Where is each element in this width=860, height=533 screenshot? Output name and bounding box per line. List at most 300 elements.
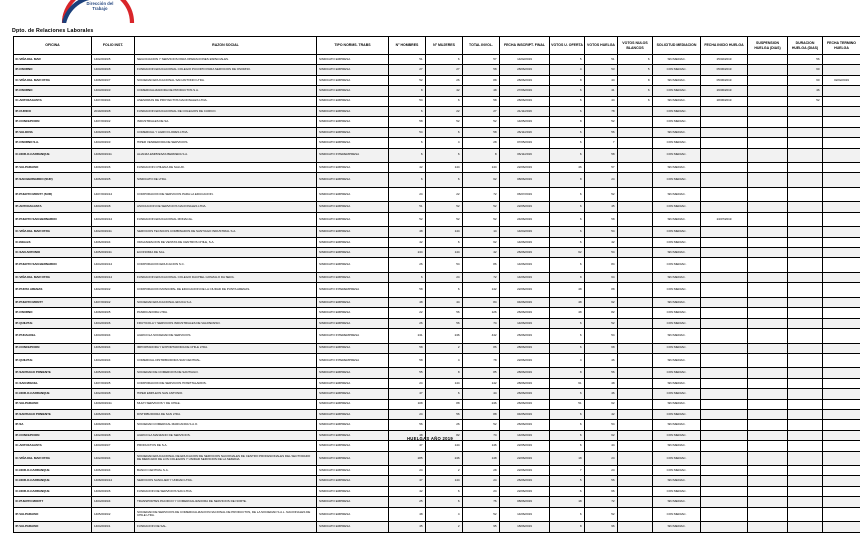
- cell-19-3: SINDICATO EMPRESA: [317, 272, 389, 282]
- cell-7-12: [701, 127, 748, 137]
- cell-18-6: 86: [463, 258, 500, 273]
- cell-27-10: [618, 368, 653, 378]
- cell-39-2: TRANSPORTES PACIFICO Y COMERCIALIZADORA DE SERVICIOS DE NORTE.: [135, 497, 317, 507]
- cell-25-1: 1406/2019/4: [92, 343, 135, 353]
- cell-34-15: [823, 441, 860, 451]
- cell-10-0: IP-VALPARAISO: [14, 163, 92, 173]
- cell-34-2: PRODUCTOS DE S.A.: [135, 441, 317, 451]
- cell-8-10: [618, 138, 653, 148]
- cell-13-4: 51: [389, 202, 426, 212]
- cell-28-8: 61: [550, 378, 585, 388]
- cell-2-2: SOCIEDAD EDUCACIONAL SAN ANTONIO LTDA.: [135, 75, 317, 85]
- cell-4-0: IC-ANTOFAGASTA: [14, 96, 92, 106]
- cell-2-3: SINDICATO EMPRESA: [317, 75, 389, 85]
- cell-33-5: 82: [426, 430, 463, 440]
- cell-12-13: [748, 187, 788, 202]
- cell-39-7: 08/06/2019: [500, 497, 550, 507]
- cell-24-5: 246: [426, 329, 463, 344]
- cell-35-9: 24: [585, 451, 618, 466]
- cell-38-5: 6: [426, 486, 463, 496]
- cell-36-1: 1406/2019/4: [92, 466, 135, 476]
- cell-4-1: 1407/2019/4: [92, 96, 135, 106]
- cell-40-13: [748, 507, 788, 522]
- cell-21-2: SOCIEDAD EDUCACIONAL EDUCA S.A.: [135, 297, 317, 307]
- cell-39-13: [748, 497, 788, 507]
- cell-20-11: CON MEDIAC.: [653, 283, 701, 298]
- cell-37-15: [823, 476, 860, 486]
- cell-36-11: CON MEDIAC.: [653, 466, 701, 476]
- cell-5-14: [788, 106, 823, 116]
- cell-5-2: FUNDACION EDUCACIONAL DE COLEGIOS DE CURICO.: [135, 106, 317, 116]
- cell-3-1: 1403/2019/3: [92, 86, 135, 96]
- cell-23-5: 56: [426, 318, 463, 328]
- table-row: [14, 106, 860, 116]
- cell-33-9: 62: [585, 430, 618, 440]
- cell-0-7: 14/02/2019: [500, 55, 550, 65]
- cell-41-3: SINDICATO EMPRESA: [317, 522, 389, 532]
- cell-25-11: CON MEDIAC.: [653, 343, 701, 353]
- cell-22-15: [823, 308, 860, 318]
- cell-38-12: [701, 486, 748, 496]
- column-header-14: DURACION HUELGA (DIAS): [788, 37, 823, 55]
- cell-32-10: [618, 420, 653, 430]
- cell-22-3: SINDICATO EMPRESA: [317, 308, 389, 318]
- cell-37-0: IC-NOR-O-CARRANQUE: [14, 476, 92, 486]
- cell-7-11: SIN MEDIAC.: [653, 127, 701, 137]
- cell-28-5: 144: [426, 378, 463, 388]
- cell-27-4: 55: [389, 368, 426, 378]
- table-row: [14, 55, 860, 65]
- cell-11-14: [788, 173, 823, 188]
- cell-30-15: [823, 399, 860, 409]
- cell-22-6: 126: [463, 308, 500, 318]
- cell-11-6: 62: [463, 173, 500, 188]
- strikes-table-wrapper: [13, 36, 847, 533]
- cell-0-9: 51: [585, 55, 618, 65]
- cell-14-2: FUNDACION EDUCACIONAL MONACAL.: [135, 212, 317, 227]
- cell-24-4: 241: [389, 329, 426, 344]
- cell-17-14: [788, 248, 823, 258]
- cell-41-12: [701, 522, 748, 532]
- cell-19-14: [788, 272, 823, 282]
- cell-5-13: [748, 106, 788, 116]
- cell-26-14: [788, 353, 823, 368]
- cell-11-7: 08/06/2019: [500, 173, 550, 188]
- cell-2-4: 52: [389, 75, 426, 85]
- cell-14-11: SIN MEDIAC.: [653, 212, 701, 227]
- cell-38-14: [788, 486, 823, 496]
- cell-2-0: IC-VIÑA DEL MAR OTRA: [14, 75, 92, 85]
- cell-37-2: SERVICIOS SANCLIER Y UNIDAD LTDA.: [135, 476, 317, 486]
- cell-30-1: 1409/2019/11: [92, 399, 135, 409]
- cell-9-8: 6: [550, 148, 585, 163]
- cell-31-10: [618, 409, 653, 419]
- cell-4-14: 52: [788, 96, 823, 106]
- cell-14-8: 6: [550, 212, 585, 227]
- cell-17-6: 42: [463, 248, 500, 258]
- cell-2-8: 8: [550, 75, 585, 85]
- cell-41-13: [748, 522, 788, 532]
- cell-5-11: CON MEDIAC.: [653, 106, 701, 116]
- cell-31-3: SINDICATO EMPRESA: [317, 409, 389, 419]
- column-header-8: VOTOS U. OFERTA: [550, 37, 585, 55]
- cell-38-9: 66: [585, 486, 618, 496]
- cell-21-0: IP-PUERTO MONTT: [14, 297, 92, 307]
- cell-29-5: 6: [426, 389, 463, 399]
- cell-38-7: 22/06/2019: [500, 486, 550, 496]
- cell-4-10: 6: [618, 96, 653, 106]
- cell-19-13: [748, 272, 788, 282]
- cell-14-7: 24/06/2019: [500, 212, 550, 227]
- cell-33-8: 6: [550, 430, 585, 440]
- cell-6-9: 52: [585, 117, 618, 127]
- cell-34-7: 22/05/2019: [500, 441, 550, 451]
- cell-20-1: 1402/2019/2: [92, 283, 135, 298]
- cell-31-14: [788, 409, 823, 419]
- cell-5-15: [823, 106, 860, 116]
- cell-1-6: 58: [463, 65, 500, 75]
- cell-26-1: 1404/2019/4: [92, 353, 135, 368]
- cell-38-2: FUNDACION DE SERVICIOS SAN LTDA.: [135, 486, 317, 496]
- cell-5-6: 27: [463, 106, 500, 116]
- cell-26-6: 78: [463, 353, 500, 368]
- cell-4-11: SIN MEDIAC.: [653, 96, 701, 106]
- cell-23-9: 52: [585, 318, 618, 328]
- cell-27-11: CON MEDIAC.: [653, 368, 701, 378]
- cell-23-15: [823, 318, 860, 328]
- strikes-table: [13, 36, 860, 533]
- cell-7-4: 54: [389, 127, 426, 137]
- cell-24-7: 26/06/2019: [500, 329, 550, 344]
- cell-15-11: CON MEDIAC.: [653, 227, 701, 237]
- cell-32-2: SOCIEDAD COMERCIAL MARCANDA S.A.O.: [135, 420, 317, 430]
- cell-5-12: [701, 106, 748, 116]
- cell-20-3: SINDICATO INTEREMPRESA: [317, 283, 389, 298]
- cell-30-7: 26/06/2019: [500, 399, 550, 409]
- column-header-3: TIPO NORMS. TRABS: [317, 37, 389, 55]
- cell-11-8: 8: [550, 173, 585, 188]
- cell-6-0: IP-CONCEPCION: [14, 117, 92, 127]
- cell-22-4: 22: [389, 308, 426, 318]
- cell-10-7: 22/06/2019: [500, 163, 550, 173]
- cell-39-14: [788, 497, 823, 507]
- cell-22-13: [748, 308, 788, 318]
- cell-6-11: CON MEDIAC.: [653, 117, 701, 127]
- cell-39-5: 6: [426, 497, 463, 507]
- cell-24-1: 1403/2019/4: [92, 329, 135, 344]
- cell-34-1: 1403/2019/7: [92, 441, 135, 451]
- cell-13-7: 22/05/2019: [500, 202, 550, 212]
- cell-13-12: [701, 202, 748, 212]
- cell-33-1: 1402/2019/8: [92, 430, 135, 440]
- cell-36-2: BANCO CENTRAL S.A.: [135, 466, 317, 476]
- cell-0-15: [823, 55, 860, 65]
- logo-text-line2: Trabajo: [72, 7, 128, 12]
- cell-25-0: IP-CONCEPCION: [14, 343, 92, 353]
- cell-3-13: [748, 86, 788, 96]
- cell-17-5: 144: [426, 248, 463, 258]
- cell-32-6: 52: [463, 420, 500, 430]
- cell-22-0: IP-OSORNO: [14, 308, 92, 318]
- cell-2-14: 60: [788, 75, 823, 85]
- cell-22-7: 26/06/2019: [500, 308, 550, 318]
- cell-19-9: 64: [585, 272, 618, 282]
- cell-40-15: [823, 507, 860, 522]
- cell-35-15: [823, 451, 860, 466]
- cell-29-12: [701, 389, 748, 399]
- cell-21-6: 84: [463, 297, 500, 307]
- cell-3-5: 42: [426, 86, 463, 96]
- cell-35-12: [701, 451, 748, 466]
- cell-9-14: [788, 148, 823, 163]
- cell-34-5: 144: [426, 441, 463, 451]
- cell-25-8: 6: [550, 343, 585, 353]
- cell-0-10: 6: [618, 55, 653, 65]
- cell-36-14: [788, 466, 823, 476]
- cell-2-5: 26: [426, 75, 463, 85]
- cell-22-11: CON MEDIAC.: [653, 308, 701, 318]
- column-header-9: VOTOS HUELGA: [585, 37, 618, 55]
- cell-31-5: 56: [426, 409, 463, 419]
- cell-13-5: 52: [426, 202, 463, 212]
- cell-18-12: [701, 258, 748, 273]
- cell-32-4: 56: [389, 420, 426, 430]
- cell-16-11: CON MEDIAC.: [653, 237, 701, 247]
- cell-10-12: [701, 163, 748, 173]
- cell-1-13: [748, 65, 788, 75]
- cell-32-15: [823, 420, 860, 430]
- cell-20-5: 6: [426, 283, 463, 298]
- cell-9-12: [701, 148, 748, 163]
- cell-7-6: 58: [463, 127, 500, 137]
- cell-6-3: SINDICATO EMPRESA: [317, 117, 389, 127]
- cell-8-5: 4: [426, 138, 463, 148]
- cell-16-10: [618, 237, 653, 247]
- cell-12-7: 06/07/2019: [500, 187, 550, 202]
- cell-41-7: 18/06/2019: [500, 522, 550, 532]
- cell-29-13: [748, 389, 788, 399]
- cell-2-13: [748, 75, 788, 85]
- cell-23-13: [748, 318, 788, 328]
- table-row: [14, 227, 860, 237]
- cell-2-12: 05/06/2019: [701, 75, 748, 85]
- cell-35-3: SINDICATO EMPRESA: [317, 451, 389, 466]
- logo-text-line1: Dirección del: [72, 2, 128, 7]
- cell-36-8: 7: [550, 466, 585, 476]
- cell-10-5: 144: [426, 163, 463, 173]
- cell-19-2: FUNDACION EDUCACIONAL COLEGIO DACHIEL GONZALO DA SERA.: [135, 272, 317, 282]
- cell-41-11: SIN MEDIAC.: [653, 522, 701, 532]
- cell-17-9: 54: [585, 248, 618, 258]
- cell-8-1: 1403/2019/3: [92, 138, 135, 148]
- cell-41-9: 96: [585, 522, 618, 532]
- cell-32-1: 1409/2019/6: [92, 420, 135, 430]
- cell-36-3: SINDICATO EMPRESA: [317, 466, 389, 476]
- cell-12-3: SINDICATO EMPRESA: [317, 187, 389, 202]
- cell-39-0: IC-PUERTO MONTT: [14, 497, 92, 507]
- cell-16-7: 14/06/2019: [500, 237, 550, 247]
- cell-29-8: 6: [550, 389, 585, 399]
- cell-35-14: [788, 451, 823, 466]
- cell-3-10: 6: [618, 86, 653, 96]
- cell-40-0: IP-VALPARAISO: [14, 507, 92, 522]
- cell-13-10: [618, 202, 653, 212]
- cell-16-4: 42: [389, 237, 426, 247]
- cell-25-6: 86: [463, 343, 500, 353]
- cell-30-2: MULTI SERVICIOS Y DE CHILE.: [135, 399, 317, 409]
- cell-9-15: [823, 148, 860, 163]
- cell-2-1: 1408/2019/7: [92, 75, 135, 85]
- cell-17-8: 62: [550, 248, 585, 258]
- cell-26-0: IP-QUILPUE: [14, 353, 92, 368]
- cell-26-12: [701, 353, 748, 368]
- cell-16-15: [823, 237, 860, 247]
- table-row: [14, 283, 860, 298]
- cell-31-7: 04/05/2019: [500, 409, 550, 419]
- cell-37-10: [618, 476, 653, 486]
- cell-22-14: [788, 308, 823, 318]
- cell-26-3: SINDICATO INTEREMPRESA: [317, 353, 389, 368]
- table-row: [14, 75, 860, 85]
- cell-39-9: 72: [585, 497, 618, 507]
- cell-14-15: [823, 212, 860, 227]
- footer-label: HUELGAS AÑO 2019: [0, 436, 860, 441]
- cell-36-4: 24: [389, 466, 426, 476]
- cell-41-0: IP-VALPARAISO: [14, 522, 92, 532]
- cell-34-6: 146: [463, 441, 500, 451]
- cell-25-9: 68: [585, 343, 618, 353]
- cell-17-7: 26/06/2019: [500, 248, 550, 258]
- cell-28-11: SIN MEDIAC.: [653, 378, 701, 388]
- cell-6-6: 52: [463, 117, 500, 127]
- cell-26-13: [748, 353, 788, 368]
- cell-40-2: SOCIEDAD DE SERVICIOS DE COMERCIALIZACION NACIONAL DE PRODUCTOS, DE LA SOCIEDAD S.A.L. NACIONALES DE CHILE LTDA.: [135, 507, 317, 522]
- cell-10-9: 57: [585, 163, 618, 173]
- cell-32-9: 54: [585, 420, 618, 430]
- cell-41-5: 2: [426, 522, 463, 532]
- cell-15-8: 6: [550, 227, 585, 237]
- cell-19-6: 72: [463, 272, 500, 282]
- cell-0-4: 51: [389, 55, 426, 65]
- cell-2-10: 8: [618, 75, 653, 85]
- cell-7-14: [788, 127, 823, 137]
- cell-36-10: [618, 466, 653, 476]
- cell-34-9: 44: [585, 441, 618, 451]
- cell-25-10: [618, 343, 653, 353]
- cell-13-15: [823, 202, 860, 212]
- cell-1-7: 28/06/2019: [500, 65, 550, 75]
- cell-7-15: [823, 127, 860, 137]
- cell-37-4: 47: [389, 476, 426, 486]
- column-header-5: N° MUJERES: [426, 37, 463, 55]
- cell-28-12: [701, 378, 748, 388]
- table-row: [14, 202, 860, 212]
- cell-19-1: 1408/2019/14: [92, 272, 135, 282]
- cell-0-5: 6: [426, 55, 463, 65]
- table-row: [14, 497, 860, 507]
- cell-23-14: [788, 318, 823, 328]
- cell-23-0: IP-QUILPUE: [14, 318, 92, 328]
- column-header-2: RAZON SOCIAL: [135, 37, 317, 55]
- cell-15-9: 54: [585, 227, 618, 237]
- cell-24-15: [823, 329, 860, 344]
- cell-19-7: 14/06/2019: [500, 272, 550, 282]
- cell-7-7: 26/11/2019: [500, 127, 550, 137]
- cell-8-15: [823, 138, 860, 148]
- logo: [58, 0, 138, 25]
- cell-38-13: [748, 486, 788, 496]
- cell-2-7: 28/06/2019: [500, 75, 550, 85]
- cell-36-6: 28: [463, 466, 500, 476]
- cell-37-1: 1408/2019/14: [92, 476, 135, 486]
- cell-26-9: 46: [585, 353, 618, 368]
- cell-41-8: 8: [550, 522, 585, 532]
- cell-23-2: FRUTICOLA Y SERVICIOS INDUSTRIALES DE VALPARAISO.: [135, 318, 317, 328]
- cell-12-8: 6: [550, 187, 585, 202]
- cell-0-1: 1402/2019/5: [92, 55, 135, 65]
- cell-15-13: [748, 227, 788, 237]
- column-header-7: FECHA INSCRIPT. FINAL: [500, 37, 550, 55]
- cell-38-11: CON MEDIAC.: [653, 486, 701, 496]
- cell-10-10: [618, 163, 653, 173]
- cell-25-14: [788, 343, 823, 353]
- cell-8-3: SINDICATO EMPRESA: [317, 138, 389, 148]
- table-row: [14, 173, 860, 188]
- table-row: [14, 329, 860, 344]
- cell-41-4: 45: [389, 522, 426, 532]
- cell-0-11: SIN MEDIAC.: [653, 55, 701, 65]
- cell-40-9: 52: [585, 507, 618, 522]
- cell-24-0: IP-PUDAHUEL: [14, 329, 92, 344]
- cell-19-4: 6: [389, 272, 426, 282]
- cell-36-0: IC-NOR-O-CARRANQUE: [14, 466, 92, 476]
- cell-17-12: [701, 248, 748, 258]
- cell-38-6: 24: [463, 486, 500, 496]
- cell-17-4: 244: [389, 248, 426, 258]
- cell-13-0: IP-ANTOFAGASTA: [14, 202, 92, 212]
- cell-29-1: 1402/2019/8: [92, 389, 135, 399]
- column-header-15: FECHA TERMINO HUELGA: [823, 37, 860, 55]
- cell-37-3: SINDICATO EMPRESA: [317, 476, 389, 486]
- cell-30-8: 51: [550, 399, 585, 409]
- cell-20-13: [748, 283, 788, 298]
- cell-18-3: SINDICATO EMPRESA: [317, 258, 389, 273]
- cell-30-10: [618, 399, 653, 409]
- cell-18-2: CORPORACION EDUCACION S.C.: [135, 258, 317, 273]
- cell-11-2: SINDICATO DE LTDA.: [135, 173, 317, 188]
- cell-35-7: 22/06/2019: [500, 451, 550, 466]
- cell-29-2: HIPER EMPLEOS SAN ANTONIO.: [135, 389, 317, 399]
- cell-30-6: 246: [463, 399, 500, 409]
- cell-3-0: IP-OSORNO: [14, 86, 92, 96]
- cell-0-12: 25/02/2019: [701, 55, 748, 65]
- cell-25-3: SINDICATO EMPRESA: [317, 343, 389, 353]
- cell-6-8: 8: [550, 117, 585, 127]
- cell-11-5: 6: [426, 173, 463, 188]
- cell-34-14: [788, 441, 823, 451]
- column-header-6: TOTAL INVOL.: [463, 37, 500, 55]
- cell-11-10: [618, 173, 653, 188]
- cell-38-0: IC-NOR-O-CARRANQUE: [14, 486, 92, 496]
- cell-2-6: 88: [463, 75, 500, 85]
- cell-13-3: SINDICATO EMPRESA: [317, 202, 389, 212]
- cell-37-13: [748, 476, 788, 486]
- table-row: [14, 451, 860, 466]
- cell-12-14: [788, 187, 823, 202]
- cell-28-9: 48: [585, 378, 618, 388]
- table-row: [14, 343, 860, 353]
- cell-28-10: [618, 378, 653, 388]
